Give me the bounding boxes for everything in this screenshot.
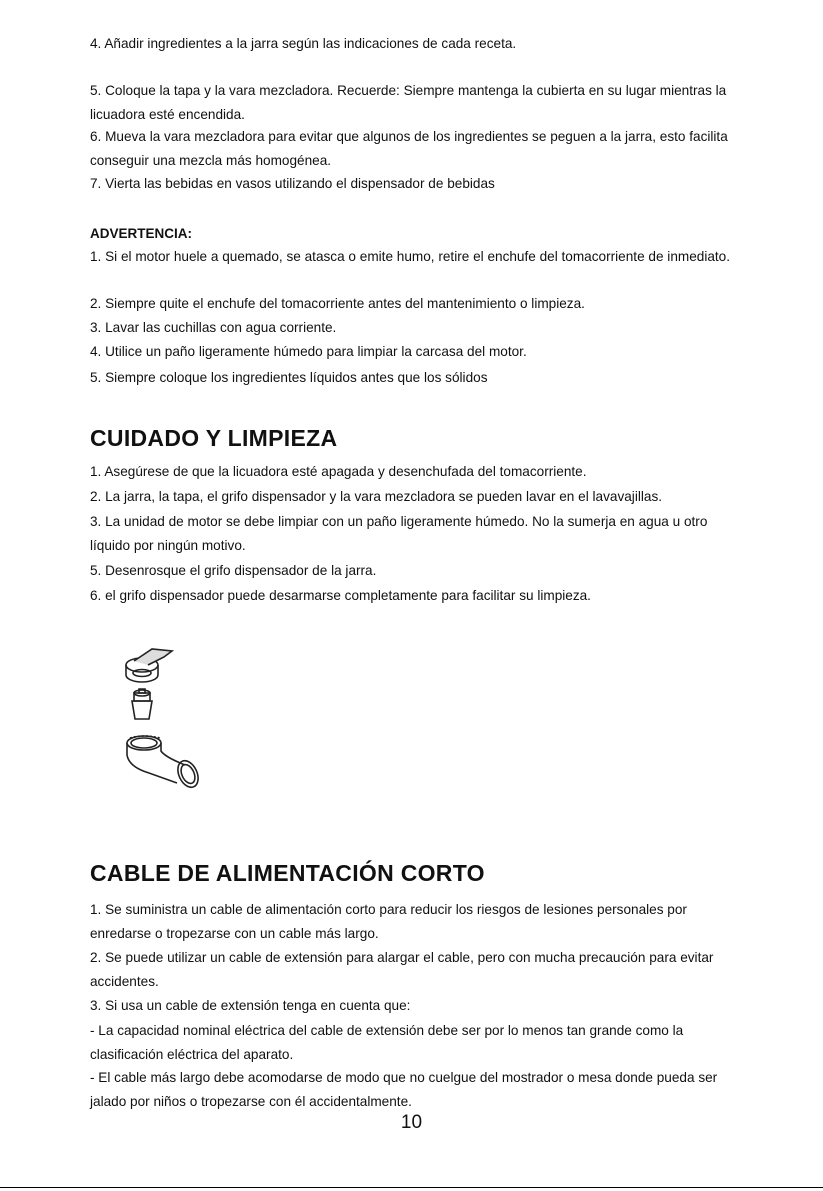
intro-step-6: 6. Mueva la vara mezcladora para evitar que algunos de los ingredientes se peguen a la jarra, esto facilita conseguir una mezcla más homogénea. (90, 129, 728, 168)
cord-item-1: 1. Se suministra un cable de alimentación corto para reducir los riesgos de lesiones personales por enredarse o tropezarse con un cable más largo. (90, 902, 687, 941)
warning-item-5: 5. Siempre coloque los ingredientes líquidos antes que los sólidos (90, 370, 488, 385)
cord-item-2: 2. Se puede utilizar un cable de extensión para alargar el cable, pero con mucha precaución para evitar accidentes. (90, 950, 714, 989)
intro-step-5: 5. Coloque la tapa y la vara mezcladora. Recuerde: Siempre mantenga la cubierta en su lugar mientras la licuadora esté encendida. (90, 83, 727, 122)
cord-item-3: 3. Si usa un cable de extensión tenga en cuenta que: (90, 998, 411, 1013)
page-number: 10 (400, 1112, 423, 1133)
care-title: CUIDADO Y LIMPIEZA (90, 425, 338, 451)
cord-item-5: - El cable más largo debe acomodarse de modo que no cuelgue del mostrador o mesa donde pueda ser jalado por niños o tropezarse con él accidentalmente. (90, 1070, 718, 1109)
care-item-3: 3. La unidad de motor se debe limpiar con un paño ligeramente húmedo. No la sumerja en agua u otro líquido por ningún motivo. (90, 514, 708, 553)
dispenser-exploded-illustration (112, 643, 212, 803)
warning-item-1: 1. Si el motor huele a quemado, se atasca o emite humo, retire el enchufe del tomacorriente de inmediato. (90, 249, 731, 264)
care-item-5: 5. Desenrosque el grifo dispensador de la jarra. (90, 563, 377, 578)
warning-item-4: 4. Utilice un paño ligeramente húmedo para limpiar la carcasa del motor. (90, 344, 527, 359)
warning-item-3: 3. Lavar las cuchillas con agua corriente. (90, 320, 337, 335)
intro-step-7: 7. Vierta las bebidas en vasos utilizando el dispensador de bebidas (90, 176, 495, 191)
care-item-6: 6. el grifo dispensador puede desarmarse completamente para facilitar su limpieza. (90, 588, 591, 603)
care-item-2: 2. La jarra, la tapa, el grifo dispensador y la vara mezcladora se pueden lavar en el lavavajillas. (90, 489, 663, 504)
care-item-1: 1. Asegúrese de que la licuadora esté apagada y desenchufada del tomacorriente. (90, 464, 587, 479)
bottom-rule (0, 1187, 823, 1188)
warning-item-2: 2. Siempre quite el enchufe del tomacorriente antes del mantenimiento o limpieza. (90, 296, 585, 311)
cord-title: CABLE DE ALIMENTACIÓN CORTO (90, 860, 485, 886)
cord-item-4: - La capacidad nominal eléctrica del cable de extensión debe ser por lo menos tan grande como la clasificación eléctrica del aparato. (90, 1023, 684, 1062)
intro-step-4: 4. Añadir ingredientes a la jarra según las indicaciones de cada receta. (90, 36, 517, 51)
warning-title: ADVERTENCIA: (90, 226, 193, 241)
